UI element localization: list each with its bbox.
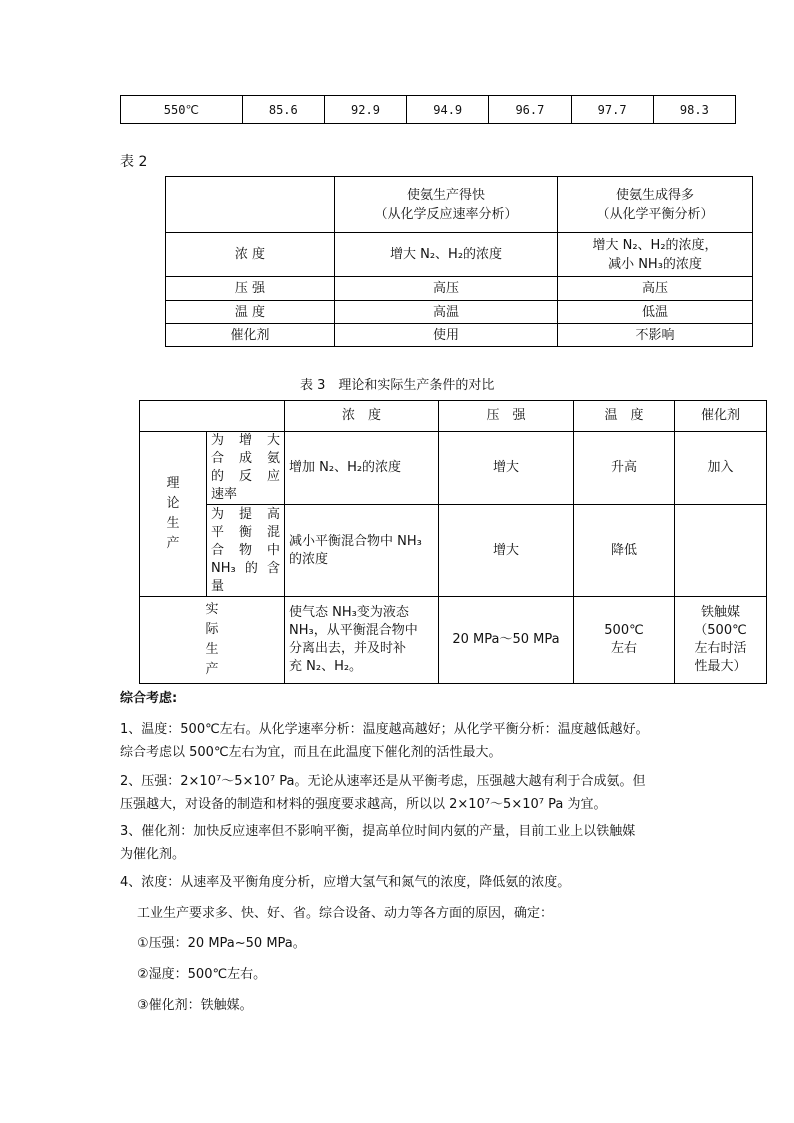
table-row (121, 96, 736, 124)
label-char: 理 (166, 476, 180, 491)
table-cell: 不影响 (558, 324, 753, 347)
table-header-cell: 温 度 (574, 401, 675, 432)
summary-line: 4、浓度：从速率及平衡角度分析，应增大氢气和氮气的浓度，降低氨的浓度。 (120, 875, 571, 890)
table-cell: 高温 (335, 301, 558, 324)
cell-line: 减小平衡混合物中 NH₃ (289, 533, 422, 549)
sub-label-line: NH₃的含 (211, 560, 280, 576)
cell-line: 的浓度 (289, 551, 329, 567)
table-cell: 高压 (335, 277, 558, 301)
table-cell: 使用 (335, 324, 558, 347)
label-char: 产 (205, 662, 219, 677)
table-cell: 92.9 (324, 96, 406, 124)
header-line: （从化学反应速率分析） (374, 206, 518, 222)
summary-item (120, 718, 700, 764)
table-row (166, 277, 753, 301)
table-header-cell (558, 177, 753, 233)
table-cell (285, 597, 439, 684)
cell-line: 增大 N₂、H₂的浓度， (592, 237, 718, 253)
table-1 (120, 95, 736, 124)
cell-line: 分离出去，并及时补 (289, 641, 407, 656)
table-cell: 低温 (558, 301, 753, 324)
summary-line: 2、压强：2×10⁷～5×10⁷ Pa。无论从速率还是从平衡考虑，压强越大越有利于合成氨。但 (120, 774, 646, 789)
sub-label-rate (207, 432, 285, 505)
table-cell (574, 597, 675, 684)
table-3-caption: 表 3 理论和实际生产条件的对比 (300, 378, 495, 393)
table-cell (558, 233, 753, 277)
sub-label-line: 合物中 (211, 542, 280, 558)
table-cell: 增大 N₂、H₂的浓度 (335, 233, 558, 277)
table-header-row (140, 401, 767, 432)
label-char: 生 (205, 642, 219, 657)
cell-line: 使气态 NH₃变为液态 (289, 605, 409, 620)
point-item: ①压强：20 MPa~50 MPa。 (137, 936, 306, 951)
table-cell: 高压 (558, 277, 753, 301)
table-header-cell: 压 强 (439, 401, 574, 432)
sub-label-line: 为提高 (211, 506, 280, 522)
table-cell (675, 597, 767, 684)
table-cell (140, 401, 285, 432)
cell-line: （500℃ (694, 623, 747, 638)
row-label: 催化剂 (166, 324, 335, 347)
table-2 (165, 176, 753, 347)
summary-item (120, 770, 700, 816)
sub-label-line: 平衡混 (211, 524, 280, 540)
row-label: 浓 度 (166, 233, 335, 277)
table-3 (139, 400, 767, 684)
table-cell: 96.7 (489, 96, 571, 124)
table-row (140, 432, 767, 505)
table-cell: 97.7 (571, 96, 653, 124)
summary-line: 3、催化剂：加快反应速率但不影响平衡，提高单位时间内氨的产量，目前工业上以铁触媒 (120, 824, 636, 839)
sub-label-content (207, 505, 285, 597)
table-cell: 20 MPa～50 MPa (439, 597, 574, 684)
table-header-row (166, 177, 753, 233)
header-line: 使氨生产得快 (406, 187, 485, 203)
table-cell: 升高 (574, 432, 675, 505)
summary-line: 压强越大，对设备的制造和材料的强度要求越高，所以以 2×10⁷～5×10⁷ Pa 为宜。 (120, 797, 607, 812)
table-row (166, 301, 753, 324)
table-cell: 降低 (574, 505, 675, 597)
cell-line: 左右时活 (694, 641, 747, 656)
label-char: 论 (166, 496, 180, 511)
sub-label-line: 为增大 (211, 433, 280, 448)
row-label: 压 强 (166, 277, 335, 301)
table-cell: 加入 (675, 432, 767, 505)
table-cell: 98.3 (653, 96, 735, 124)
label-char: 生 (166, 516, 180, 531)
table-header-cell (335, 177, 558, 233)
cell-line: 性最大） (694, 659, 747, 674)
sub-label-line: 的反应 (211, 469, 280, 484)
row-label: 温 度 (166, 301, 335, 324)
label-char: 实 (205, 602, 219, 617)
cell-line: 减小 NH₃的浓度 (608, 256, 702, 272)
table-cell: 增大 (439, 432, 574, 505)
table-2-label: 表 2 (120, 154, 148, 170)
table-row (166, 324, 753, 347)
header-line: （从化学平衡分析） (596, 206, 714, 222)
sub-label-line: 量 (211, 578, 225, 594)
table-cell: 85.6 (242, 96, 324, 124)
label-char: 产 (166, 536, 180, 551)
table-cell (285, 505, 439, 597)
table-cell: 550℃ (121, 96, 243, 124)
table-cell: 增加 N₂、H₂的浓度 (285, 432, 439, 505)
cell-line: 充 N₂、H₂。 (289, 659, 363, 674)
theory-label (140, 432, 207, 597)
actual-label (140, 597, 285, 684)
summary-item (120, 820, 700, 866)
table-row (140, 597, 767, 684)
section-title: 综合考虑: (120, 691, 178, 706)
sub-label-line: 速率 (211, 487, 238, 502)
table-cell (166, 177, 335, 233)
conclusion-text: 工业生产要求多、快、好、省。综合设备、动力等各方面的原因，确定： (137, 906, 554, 921)
summary-item (120, 871, 700, 894)
label-char: 际 (205, 622, 219, 637)
point-item: ②湿度：500℃左右。 (137, 967, 267, 982)
table-header-cell: 浓 度 (285, 401, 439, 432)
table-header-cell: 催化剂 (675, 401, 767, 432)
summary-line: 1、温度：500℃左右。从化学速率分析：温度越高越好；从化学平衡分析：温度越低越好。 (120, 722, 649, 737)
header-line: 使氨生成得多 (615, 187, 694, 203)
table-row (140, 505, 767, 597)
table-cell (675, 505, 767, 597)
sub-label-line: 合成氨 (211, 451, 280, 466)
cell-line: 左右 (610, 641, 637, 656)
table-cell: 94.9 (407, 96, 489, 124)
table-cell: 增大 (439, 505, 574, 597)
cell-line: 500℃ (604, 623, 644, 638)
cell-line: 铁触媒 (700, 605, 740, 620)
summary-line: 综合考虑以 500℃左右为宜，而且在此温度下催化剂的活性最大。 (120, 745, 502, 760)
cell-line: NH₃，从平衡混合物中 (289, 623, 418, 638)
summary-line: 为催化剂。 (120, 847, 186, 862)
point-item: ③催化剂：铁触媒。 (137, 998, 253, 1013)
table-row (166, 233, 753, 277)
